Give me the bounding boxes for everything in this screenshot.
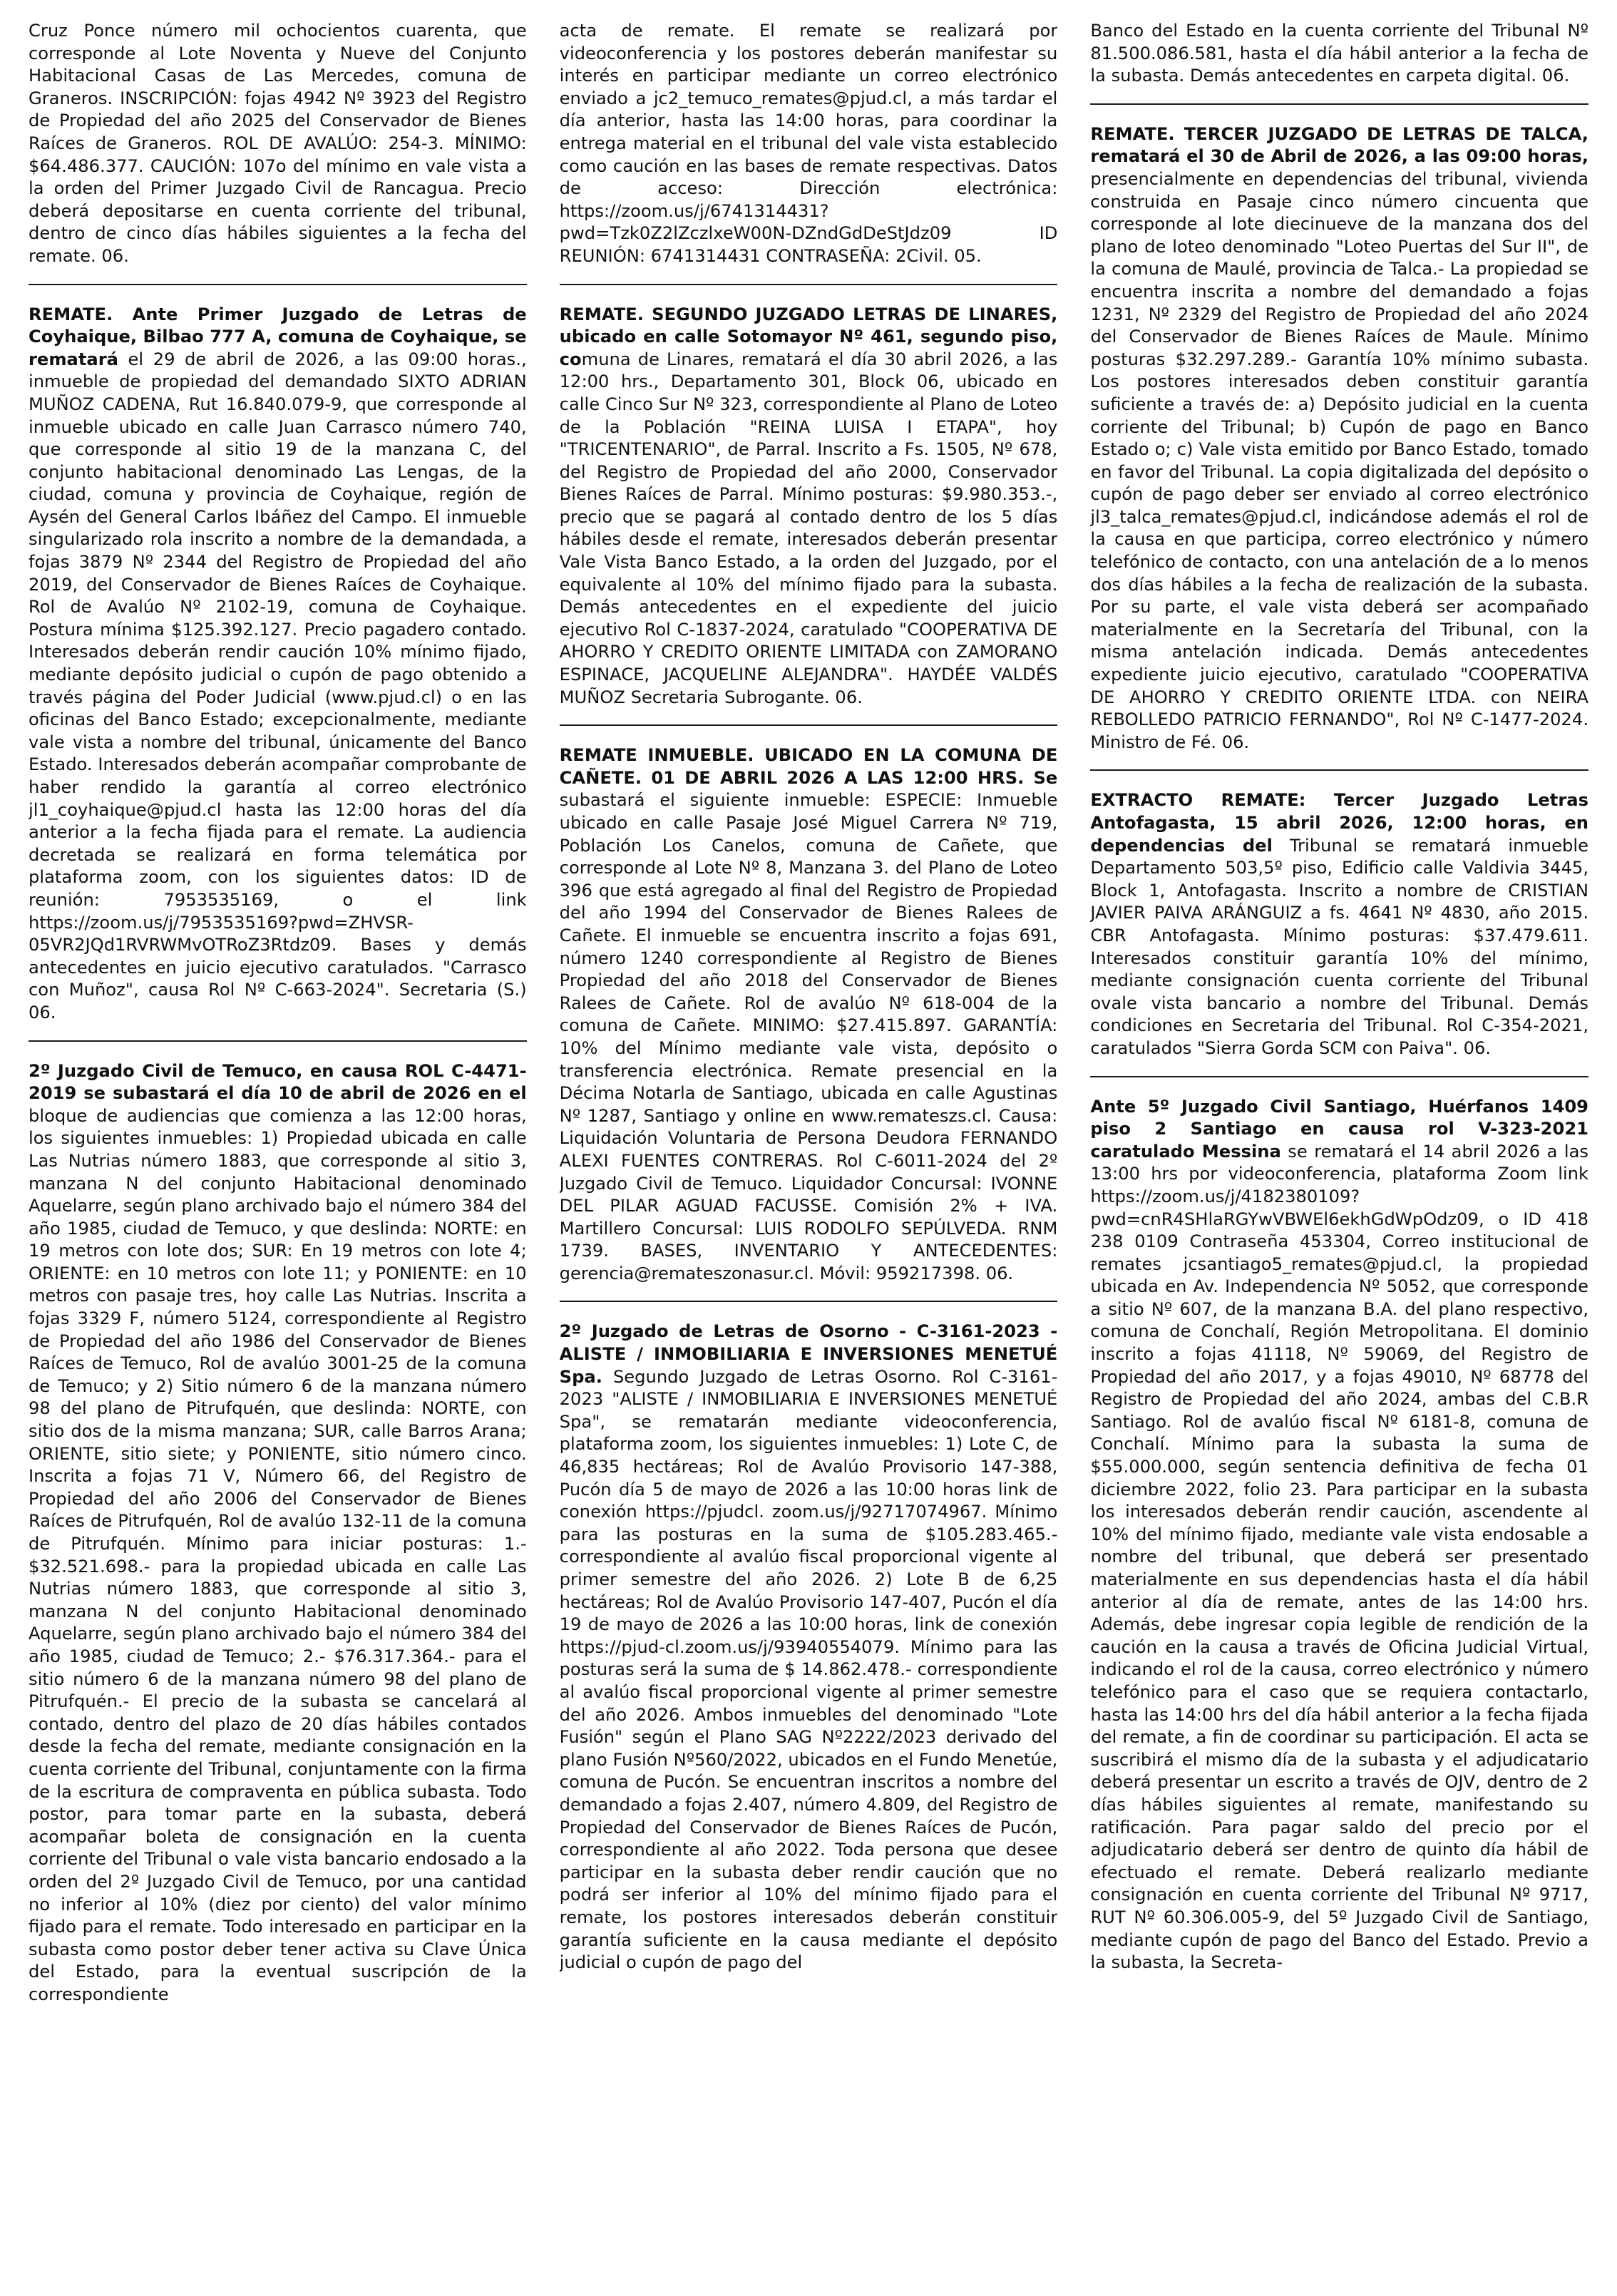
notice-divider (1090, 769, 1588, 771)
notice-body: presencialmente en dependencias del tribunal, vivienda construida en Pasaje cinco número cincuenta que corresponde al lote diecinueve de la manzana dos del plano de loteo denominado "Loteo Puertas del Sur II", de la comuna de Maulé, provincia de Talca.- La propiedad se encuentra inscrita a nombre del demandado a fojas 1231, Nº 2329 del Registro de Propiedad del año 2024 del Conservador de Bienes Raíces de Maule. Mínimo posturas $32.297.289.- Garantía 10% mínimo subasta. Los postores interesados deben constituir garantía suficiente a través de: a) Depósito judicial en la cuenta corriente del Tribunal; b) Cupón de pago en Banco Estado o; c) Vale vista emitido por Banco Estado, tomado en favor del Tribunal. La copia digitalizada del depósito o cupón de pago deber ser enviado al correo electrónico jl3_talca_remates@pjud.cl, indicándose además el rol de la causa en que participa, correo electrónico y número telefónico de contacto, con una antelación de a lo menos dos días hábiles a la fecha de realización de la subasta. Por su parte, el vale vista deberá ser acompañado materialmente en la Secretaría del Tribunal, con la misma antelación indicada. Demás antecedentes expediente juicio ejecutivo, caratulado "COOPERATIVA DE AHORRO Y CREDITO ORIENTE LTDA. con NEIRA REBOLLEDO PATRICIO FERNANDO", Rol Nº C-1477-2024. Ministro de Fé. 06. (1090, 168, 1589, 752)
notice-heading: EXTRACTO REMATE: Tercer Juzgado Letras Antofagasta, 15 abril 2026, 12:00 horas, en dependencias del (1090, 790, 1589, 856)
notice-talca (1090, 123, 1588, 754)
notice-divider (560, 1301, 1058, 1302)
notice-body: Banco del Estado en la cuenta corriente del Tribunal Nº 81.500.086.581, hasta el día hábil anterior a la fecha de la subasta. Demás antecedentes en carpeta digital. 06. (1090, 21, 1589, 86)
notice-graneros-continuation (29, 20, 527, 268)
notice-body: muna de Linares, rematará el día 30 abril 2026, a las 12:00 hrs., Departamento 301, Block 06, ubicado en calle Cinco Sur Nº 323, correspondiente al Plano de Loteo de la Población "REINA LUISA I ETAPA", hoy "TRICENTENARIO", de Parral. Inscrito a Fs. 1505, Nº 678, del Registro de Propiedad del año 2000, Conservador Bienes Raíces de Parral. Mínimo posturas: $9.980.353.-, precio que se pagará al contado dentro de los 5 días hábiles desde el remate, interesados deberán presentar Vale Vista Banco Estado, a la orden del Juzgado, por el equivalente al 10% del mínimo fijado para la subasta. Demás antecedentes en el expediente del juicio ejecutivo Rol C-1837-2024, caratulado "COOPERATIVA DE AHORRO Y CREDITO ORIENTE LIMITADA con ZAMORANO ESPINACE, JACQUELINE ALEJANDRA". HAYDÉE VALDÉS MUÑOZ Secretaria Subrogante. 06. (559, 349, 1058, 707)
notice-body: acta de remate. El remate se realizará por videoconferencia y los postores deberán manifestar su interés en participar mediante un correo electrónico enviado a jc2_temuco_remates@pjud.cl, a más tardar el día anterior, hasta las 14:00 horas, para coordinar la entrega material en el tribunal del vale vista establecido como caución en las bases de remate respectivas. Datos de acceso: Dirección electrónica: https://zoom.us/j/6741314431?pwd=Tzk0Z2lZczlxeW00N-DZndGdDeStJdz09 ID REUNIÓN: 6741314431 CONTRASEÑA: 2Civil. 05. (559, 21, 1058, 266)
notice-heading: REMATE. Ante Primer Juzgado de Letras de Coyhaique, Bilbao 777 A, comuna de Coyhaique, se rematará (29, 304, 527, 369)
notice-osorno-continuation (1090, 20, 1588, 88)
notice-divider (1090, 103, 1588, 105)
notice-divider (1090, 1076, 1588, 1077)
notice-divider (560, 284, 1058, 285)
notice-divider (29, 284, 527, 285)
column-1 (29, 20, 527, 2282)
notice-body: bloque de audiencias que comienza a las 12:00 horas, los siguientes inmuebles: 1) Propiedad ubicada en calle Las Nutrias número 1883, que corresponde al sitio 3, manzana N del conjunto Habitacional denominado Aquelarre, según plano archivado bajo el número 384 del año 1985, ciudad de Temuco, y que deslinda: NORTE: en 19 metros con lote dos; SUR: En 19 metros con lote 4; ORIENTE: en 10 metros con lote 11; y PONIENTE: en 10 metros con pasaje tres, hoy calle Las Nutrias. Inscrita a fojas 3329 F, número 5124, correspondiente al Registro de Propiedad del año 1986 del Conservador de Bienes Raíces de Temuco, Rol de avalúo 3001-25 de la comuna de Temuco; y 2) Sitio número 6 de la manzana número 98 del plano de Pitrufquén, que deslinda: NORTE, con sitio dos de la misma manzana; SUR, calle Barros Arana; ORIENTE, sitio siete; y PONIENTE, sitio número cinco. Inscrita a fojas 71 V, Número 66, del Registro de Propiedad del año 2006 del Conservador de Bienes Raíces de Pitrufquén, Rol de avalúo 132-11 de la comuna de Pitrufquén. Mínimo para iniciar posturas: 1.- $32.521.698.- para la propiedad ubicada en calle Las Nutrias número 1883, que corresponde al sitio 3, manzana N del conjunto Habitacional denominado Aquelarre, según plano archivado bajo el número 384 del año 1985, ciudad de Temuco; 2.- $76.317.364.- para el sitio número 6 de la manzana número 98 del plano de Pitrufquén.- El precio de la subasta se cancelará al contado, dentro del plazo de 20 días hábiles contados desde la fecha del remate, mediante consignación en la cuenta corriente del Tribunal, conjuntamente con la firma de la escritura de compraventa en pública subasta. Todo postor, para tomar parte en la subasta, deberá acompañar boleta de consignación en la cuenta corriente del Tribunal o vale vista bancario endosado a la orden del 2º Juzgado Civil de Temuco, por una cantidad no inferior al 10% (diez por ciento) del valor mínimo fijado para el remate. Todo interesado en participar en la subasta como postor deber tener activa su Clave Única del Estado, para la eventual suscripción de la correspondiente (29, 1105, 527, 2004)
notice-temuco-continuation (560, 20, 1058, 268)
notice-heading: 2º Juzgado Civil de Temuco, en causa ROL C-4471-2019 se subastará el día 10 de abril de 2026 en el (29, 1060, 527, 1104)
notice-linares (560, 304, 1058, 709)
column-3 (1090, 20, 1588, 2282)
notice-temuco (29, 1060, 527, 2007)
notice-heading: 2º Juzgado de Letras de Osorno - C-3161-2023 - ALISTE / INMOBILIARIA E INVERSIONES MENETUÉ Spa. (559, 1321, 1058, 1387)
notice-body: Segundo Juzgado de Letras Osorno. Rol C-3161-2023 "ALISTE / INMOBILIARIA E INVERSIONES MENETUÉ Spa", se rematarán mediante videoconferencia, plataforma zoom, los siguientes inmuebles: 1) Lote C, de 46,835 hectáreas; Rol de Avalúo Provisorio 147-388, Pucón día 5 de mayo de 2026 a las 10:00 horas link de conexión https://pjudcl. zoom.us/j/92717074967. Mínimo para las posturas en la suma de $105.283.465.- correspondiente al avalúo fiscal proporcional vigente al primer semestre del año 2026. 2) Lote B de 6,25 hectáreas; Rol de Avalúo Provisorio 147-407, Pucón el día 19 de mayo de 2026 a las 10:00 horas, link de conexión https://pjud-cl.zoom.us/j/93940554079. Mínimo para las posturas será la suma de $ 14.862.478.- correspondiente al avalúo fiscal proporcional vigente al primer semestre del año 2026. Ambos inmuebles del denominado "Lote Fusión" según el Plano SAG Nº2222/2023 derivado del plano Fusión Nº560/2022, ubicados en el Fundo Menetúe, comuna de Pucón. Se encuentran inscritos a nombre del demandado a fojas 2.407, número 4.809, del Registro de Propiedad del Conservador de Bienes Raíces de Pucón, correspondiente al año 2022. Toda persona que desee participar en la subasta deber rendir caución que no podrá ser inferior al 10% del mínimo fijado para el remate, los postores interesados deberán constituir garantía suficiente en la causa mediante el depósito judicial o cupón de pago del (559, 1366, 1058, 1973)
notice-osorno (560, 1321, 1058, 1974)
notice-heading: Ante 5º Juzgado Civil Santiago, Huérfanos 1409 piso 2 Santiago en causa rol V-323-2021 caratulado Messina (1090, 1096, 1589, 1162)
notice-body: el 29 de abril de 2026, a las 09:00 horas., inmueble de propiedad del demandado SIXTO ADRIAN MUÑOZ CADENA, Rut 16.840.079-9, que corresponde al inmueble ubicado en calle Juan Carrasco número 740, que corresponde al sitio 19 de la manzana C, del conjunto habitacional denominado Las Lengas, de la ciudad, comuna y provincia de Coyhaique, región de Aysén del General Carlos Ibáñez del Campo. El inmueble singularizado rola inscrito a nombre de la demandada, a fojas 3879 Nº 2344 del Registro de Propiedad del año 2019, del Conservador de Bienes Raíces de Coyhaique. Rol de Avalúo Nº 2102-19, comuna de Coyhaique. Postura mínima $125.392.127. Precio pagadero contado. Interesados deberán rendir caución 10% mínimo fijado, mediante depósito judicial o cupón de pago obtenido a través página del Poder Judicial (www.pjud.cl) o en las oficinas del Banco Estado; excepcionalmente, mediante vale vista a nombre del tribunal, únicamente del Banco Estado. Interesados deberán acompañar comprobante de haber rendido la garantía al correo electrónico jl1_coyhaique@pjud.cl hasta las 12:00 horas del día anterior a la fecha fijada para el remate. La audiencia decretada se realizará en forma telemática por plataforma zoom, con los siguientes datos: ID de reunión: 7953535169, o el link https://zoom.us/j/7953535169?pwd=ZHVSR-05VR2JQd1RVRWMvOTRoZ3Rtdz09. Bases y demás antecedentes en juicio ejecutivo caratulados. "Carrasco con Muñoz", causa Rol Nº C-663-2024". Secretaria (S.) 06. (29, 349, 527, 1023)
notice-santiago (1090, 1096, 1588, 1974)
notice-heading: REMATE INMUEBLE. UBICADO EN LA COMUNA DE CAÑETE. 01 DE ABRIL 2026 A LAS 12:00 HRS. Se (559, 745, 1058, 788)
notice-body: Tribunal se rematará inmueble Departamento 503,5º piso, Edificio calle Valdivia 3445, Block 1, Antofagasta. Inscrito a nombre de CRISTIAN JAVIER PAIVA ARÁNGUIZ a fs. 4641 Nº 4830, año 2015. CBR Antofagasta. Mínimo posturas: $37.479.611. Interesados constituir garantía 10% del mínimo, mediante consignación cuenta corriente del Tribunal ovale vista bancario a nombre del Tribunal. Demás condiciones en Secretaria del Tribunal. Rol C-354-2021, caratulados "Sierra Gorda SCM con Paiva". 06. (1090, 835, 1589, 1058)
notice-coyhaique (29, 304, 527, 1025)
notice-body: subastará el siguiente inmueble: ESPECIE: Inmueble ubicado en calle Pasaje José Miguel Carrera Nº 719, Población Los Canelos, comuna de Cañete, que corresponde al Lote Nº 8, Manzana 3. del Plano de Loteo 396 que está agregado al final del Registro de Propiedad del año 1994 del Conservador de Bienes Ralees de Cañete. El inmueble se encuentra inscrito a fojas 691, número 1240 correspondiente al Registro de Bienes Propiedad del año 2018 del Conservador de Bienes Ralees de Cañete. Rol de avalúo Nº 618-004 de la comuna de Cañete. MINIMO: $27.415.897. GARANTÍA: 10% del Mínimo mediante vale vista, depósito o transferencia electrónica. Remate presencial en la Décima Notarla de Santiago, ubicada en calle Agustinas Nº 1287, Santiago y online en www.remateszs.cl. Causa: Liquidación Voluntaria de Persona Deudora FERNANDO ALEXI FUENTES CONTRERAS. Rol C-6011-2024 del 2º Juzgado Civil de Temuco. Liquidador Concursal: IVONNE DEL PILAR AGUAD FACUSSE. Comisión 2% + IVA. Martillero Concursal: LUIS RODOLFO SEPÚLVEDA. RNM 1739. BASES, INVENTARIO Y ANTECEDENTES: gerencia@remateszonasur.cl. Móvil: 959217398. 06. (559, 790, 1058, 1283)
notice-antofagasta (1090, 789, 1588, 1060)
notice-heading: REMATE. SEGUNDO JUZGADO LETRAS DE LINARES, ubicado en calle Sotomayor Nº 461, segundo piso, co (559, 304, 1058, 369)
notice-canete (560, 744, 1058, 1285)
column-2 (560, 20, 1058, 2282)
notice-heading: REMATE. TERCER JUZGADO DE LETRAS DE TALCA, rematará el 30 de Abril de 2026, a las 09:00 horas, (1090, 123, 1589, 167)
notice-divider (560, 724, 1058, 726)
notice-divider (29, 1040, 527, 1042)
notice-body: Cruz Ponce número mil ochocientos cuarenta, que corresponde al Lote Noventa y Nueve del Conjunto Habitacional Casas de Las Mercedes, comuna de Graneros. INSCRIPCIÓN: fojas 4942 Nº 3923 del Registro de Propiedad del año 2025 del Conservador de Bienes Raíces de Graneros. ROL DE AVALÚO: 254-3. MÍNIMO: $64.486.377. CAUCIÓN: 107o del mínimo en vale vista a la orden del Primer Juzgado Civil de Rancagua. Precio deberá depositarse en cuenta corriente del tribunal, dentro de cinco días hábiles siguientes a la fecha del remate. 06. (29, 21, 527, 266)
notice-body: se rematará el 14 abril 2026 a las 13:00 hrs por videoconferencia, plataforma Zoom link https://zoom.us/j/4182380109?pwd=cnR4SHlaRGYwVBWEl6ekhGdWpOdz09, o ID 418 238 0109 Contraseña 453304, Correo institucional de remates jcsantiago5_remates@pjud.cl, la propiedad ubicada en Av. Independencia Nº 5052, que corresponde a sitio Nº 607, de la manzana B.A. del plano respectivo, comuna de Conchalí, Región Metropolitana. El dominio inscrito a fojas 41118, Nº 59069, del Registro de Propiedad del año 2017, y a fojas 49010, Nº 68778 del Registro de Propiedad del año 2024, ambas del C.B.R Santiago. Rol de avalúo fiscal Nº 6181-8, comuna de Conchalí. Mínimo para la subasta la suma de $55.000.000, según sentencia definitiva de fecha 01 diciembre 2022, folio 23. Para participar en la subasta los interesados deberán rendir caución, ascendente al 10% del mínimo fijado, mediante vale vista endosable a nombre del tribunal, que deberá ser presentado materialmente en sus dependencias hasta el día hábil anterior al día de remate, antes de las 14:00 hrs. Además, debe ingresar copia legible de rendición de la caución en la causa a través de Oficina Judicial Virtual, indicando el rol de la causa, correo electrónico y número telefónico para el caso que se requiera contactarlo, hasta las 14:00 hrs del día hábil anterior a la fecha fijada del remate, a fin de coordinar su participación. El acta se suscribirá el mismo día de la subasta y el adjudicatario deberá presentar un escrito a través de OJV, dentro de 2 días hábiles siguientes al remate, manifestando su ratificación. Para pagar saldo del precio por el adjudicatario deberá ser dentro de quinto día hábil de efectuado el remate. Deberá realizarlo mediante consignación en cuenta corriente del Tribunal Nº 9717, RUT Nº 60.306.005-9, del 5º Juzgado Civil de Santiago, mediante cupón de pago del Banco del Estado. Previo a la subasta, la Secreta- (1090, 1141, 1589, 1973)
